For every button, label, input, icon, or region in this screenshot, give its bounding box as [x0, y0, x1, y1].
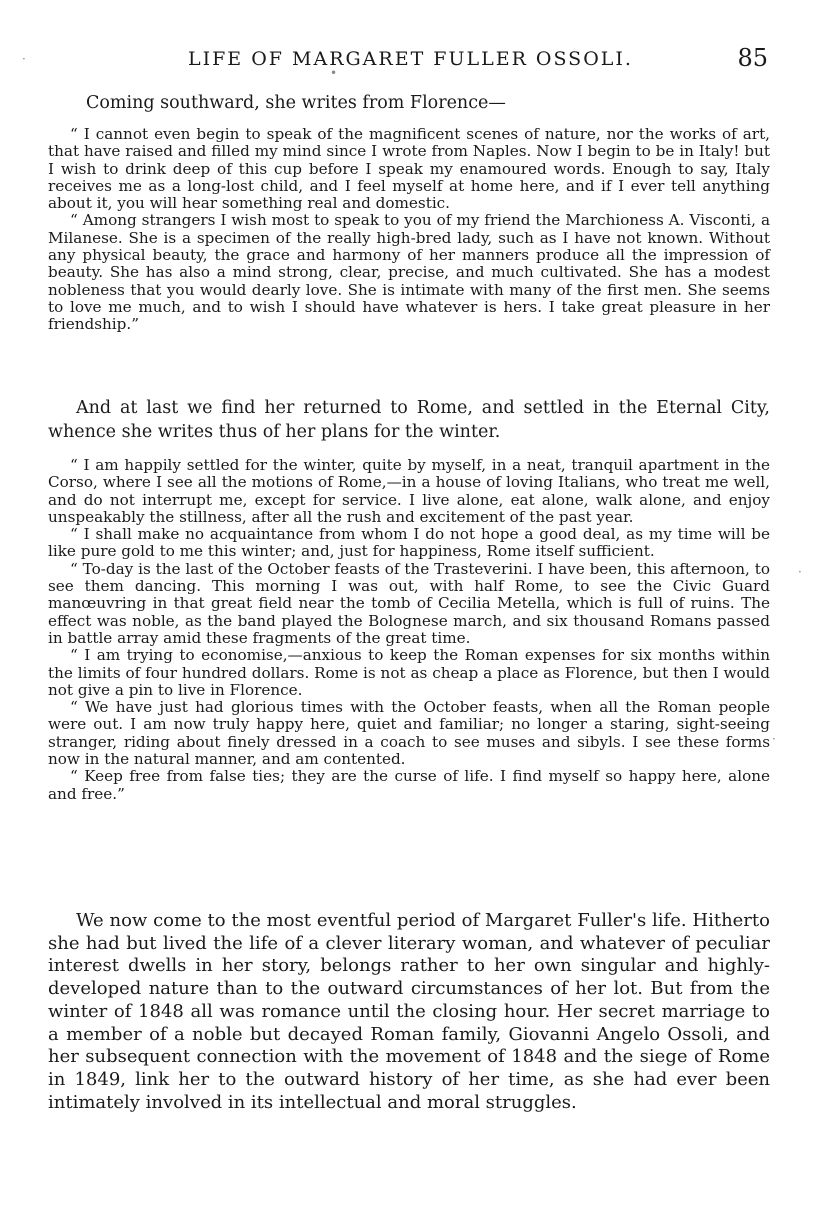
quote-paragraph: “ Keep free from false ties; they are the curse of life. I find myself so happy here, alone and free.”: [48, 767, 770, 803]
closing-paragraph: [48, 910, 770, 1114]
quote-paragraph: “ We have just had glorious times with the October feasts, when all the Roman people were out. I am now truly happy here, quiet and familiar; no longer a staring, sight-seeing stranger, riding about finely dressed in a coach to see muses and sibyls. I see these forms now in the natural manner, and am contented.: [48, 698, 770, 769]
page-header: [48, 40, 768, 80]
intro-paragraph-rome: [48, 396, 770, 444]
scan-speck: ·: [798, 565, 802, 579]
intro-text: And at last we find her returned to Rome, and settled in the Eternal City, whence she writes thus of her plans for the winter.: [48, 398, 770, 442]
quote-paragraph: “ I am trying to economise,—anxious to keep the Roman expenses for six months within the limits of four hundred dollars. Rome is not as cheap a place as Florence, but then I would not give a pin to live in Florence.: [48, 646, 770, 699]
scan-speck: ·: [22, 52, 26, 66]
quote-paragraph: “ I shall make no acquaintance from whom I do not hope a good deal, as my time will be like pure gold to me this winter; and, just for happiness, Rome itself sufficient.: [48, 525, 770, 561]
quote-block-florence: [48, 126, 770, 334]
scan-speck: ·: [772, 732, 776, 746]
quote-paragraph: “ To-day is the last of the October feasts of the Trasteverini. I have been, this afternoon, to see them dancing. This morning I was out, with half Rome, to see the Civic Guard manœuvring in that great field near the tomb of Cecilia Metella, which is full of ruins. The effect was noble, as the band played the Bolognese march, and six thousand Romans passed in battle array amid these fragments of the great time.: [48, 559, 770, 647]
quote-paragraph: “ I am happily settled for the winter, quite by myself, in a neat, tranquil apartment in the Corso, where I see all the motions of Rome,—in a house of loving Italians, who treat me well, and do not interrupt me, except for service. I live alone, eat alone, walk alone, and enjoy unspeakably the stillness, after all the rush and excitement of the past year.: [48, 456, 770, 526]
intro-text: Coming southward, she writes from Florence—: [86, 93, 506, 113]
quote-paragraph: “ I cannot even begin to speak of the magnificent scenes of nature, nor the works of art, that have raised and filled my mind since I wrote from Naples. Now I begin to be in Italy! but I wish to drink deep of this cup before I speak my enamoured words. Enough to say, Italy receives me as a long-lost child, and I feel myself at home here, and if I ever tell anything about it, you will hear something real and domestic.: [48, 125, 770, 213]
quote-block-rome: [48, 457, 770, 803]
quote-paragraph: “ Among strangers I wish most to speak to you of my friend the Marchioness A. Visconti, a Milanese. She is a specimen of the really high-bred lady, such as I have not known. Without any physical beauty, the grace and harmony of her manners produce all the impression of beauty. She has also a mind strong, clear, precise, and much cultivated. She has a modest nobleness that you would dearly love. She is intimate with many of the first men. She seems to love me much, and to wish I should have whatever is hers. I take great pleasure in her friendship.”: [48, 211, 770, 334]
running-title: LIFE OF MARGARET FULLER OSSOLI.: [188, 48, 633, 70]
closing-text: We now come to the most eventful period of Margaret Fuller's life. Hitherto she had but lived the life of a clever literary woman, and whatever of peculiar interest dwells in her story, belongs rather to her own singular and highly-developed nature than to the outward circumstances of her lot. But from the winter of 1848 all was romance until the closing hour. Her secret marriage to a member of a noble but decayed Roman family, Giovanni Angelo Ossoli, and her subsequent connection with the movement of 1848 and the siege of Rome in 1849, link her to the outward history of her time, as she had ever been intimately involved in its intellectual and moral struggles.: [48, 910, 770, 1113]
page-number: 85: [737, 44, 768, 72]
intro-paragraph-florence: [48, 92, 770, 114]
scan-speck: •: [330, 66, 338, 80]
